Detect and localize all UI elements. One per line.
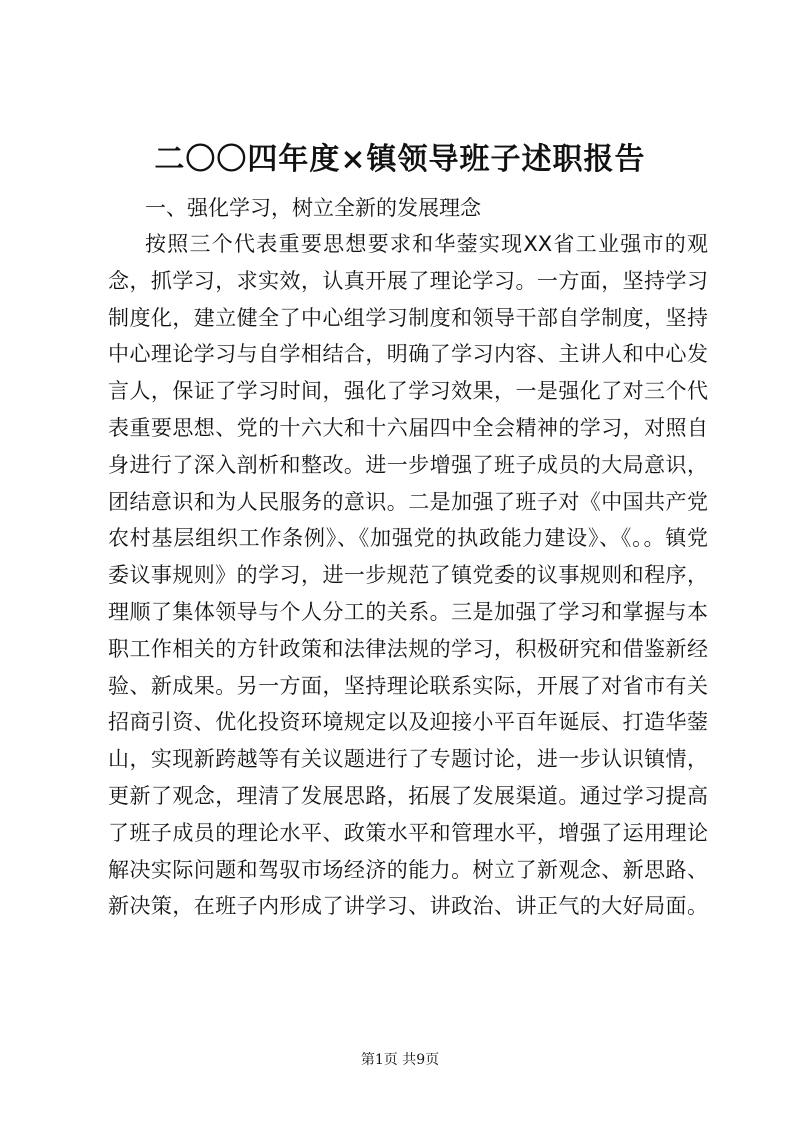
section-heading: 一、强化学习，树立全新的发展理念: [145, 196, 481, 220]
body-line: 理顺了集体领导与个人分工的关系。三是加强了学习和掌握与本: [108, 599, 708, 624]
body-line: 按照三个代表重要思想要求和华蓥实现XX省工业强市的观: [145, 232, 708, 256]
body-line: 农村基层组织工作条例》、《加强党的执政能力建设》、《。。镇党: [108, 526, 708, 551]
body-line: 表重要思想、党的十六大和十六届四中全会精神的学习，对照自: [108, 415, 708, 440]
body-line: 委议事规则》的学习，进一步规范了镇党委的议事规则和程序，: [108, 563, 708, 588]
body-paragraph: [108, 226, 708, 925]
body-line: 招商引资、优化投资环境规定以及迎接小平百年诞辰、打造华蓥: [108, 710, 708, 735]
body-line: 更新了观念，理清了发展思路，拓展了发展渠道。通过学习提高: [108, 783, 708, 808]
body-line: 了班子成员的理论水平、政策水平和管理水平，增强了运用理论: [108, 820, 708, 845]
page-footer: 第1页 共9页: [360, 1052, 440, 1068]
body-line: 解决实际问题和驾驭市场经济的能力。树立了新观念、新思路、: [108, 857, 708, 882]
body-line: 身进行了深入剖析和整改。进一步增强了班子成员的大局意识，: [108, 452, 708, 477]
body-line: 验、新成果。另一方面，坚持理论联系实际，开展了对省市有关: [108, 673, 708, 698]
body-line: 山，实现新跨越等有关议题进行了专题讨论，进一步认识镇情，: [108, 747, 708, 772]
body-line: 言人，保证了学习时间，强化了学习效果，一是强化了对三个代: [108, 379, 708, 404]
document-title: 二〇〇四年度×镇领导班子述职报告: [154, 142, 646, 177]
body-line: 制度化，建立健全了中心组学习制度和领导干部自学制度，坚持: [108, 305, 708, 330]
body-line: 新决策，在班子内形成了讲学习、讲政治、讲正气的大好局面。: [108, 894, 708, 919]
body-line: 职工作相关的方针政策和法律法规的学习，积极研究和借鉴新经: [108, 636, 708, 661]
body-line: 念，抓学习，求实效，认真开展了理论学习。一方面，坚持学习: [108, 268, 708, 293]
body-line: 中心理论学习与自学相结合，明确了学习内容、主讲人和中心发: [108, 342, 708, 367]
body-line: 团结意识和为人民服务的意识。二是加强了班子对《中国共产党: [108, 489, 708, 514]
